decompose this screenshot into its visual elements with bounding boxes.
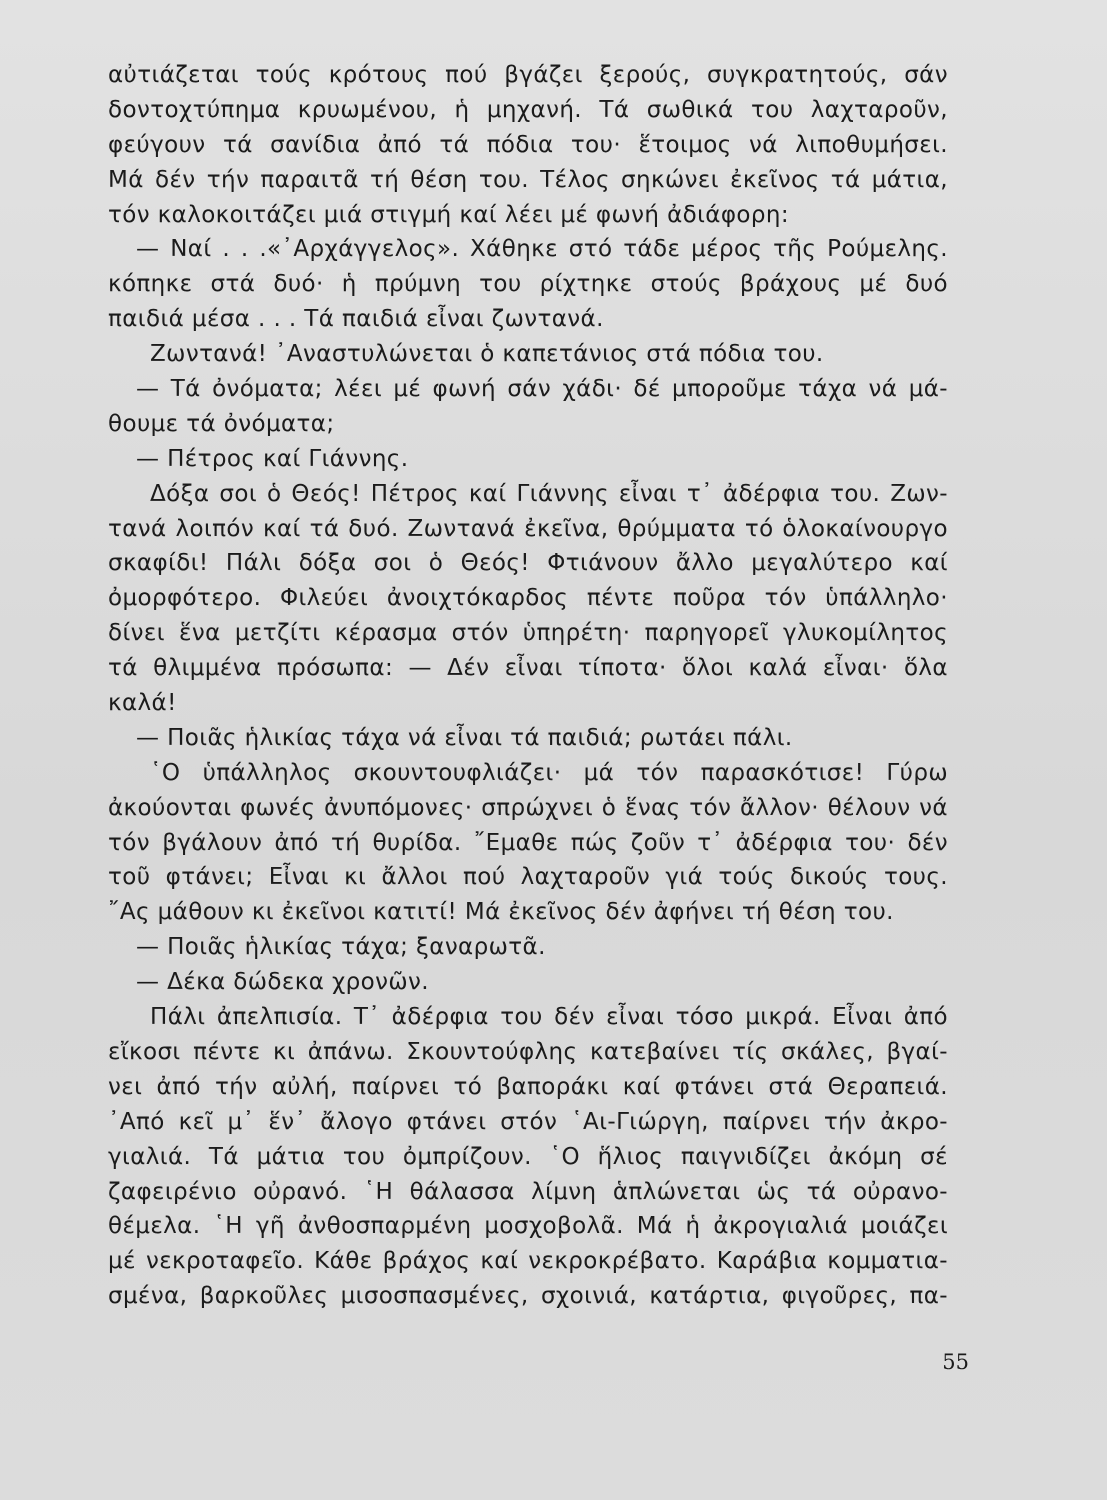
text-line: — Ναί . . .«᾿Αρχάγγελος». Χάθηκε στό τάδε μέρος τῆς Ρούμελης. [136, 236, 948, 263]
text-line: Πάλι ἀπελπισία. Τ᾿ ἀδέρφια του δέν εἶναι τόσο μικρά. Εἶναι ἀπό [150, 1004, 948, 1031]
text-line: σκαφίδι! Πάλι δόξα σοι ὁ Θεός! Φτιάνουν ἄλλο μεγαλύτερο καί [108, 550, 948, 577]
text-line: ὀμορφότερο. Φιλεύει ἀνοιχτόκαρδος πέντε ποῦρα τόν ὑπάλληλο· [108, 585, 948, 612]
text-line: αὐτιάζεται τούς κρότους πού βγάζει ξερούς, συγκρατητούς, σάν [108, 62, 948, 88]
text-line: κόπηκε στά δυό· ἡ πρύμνη του ρίχτηκε στούς βράχους μέ δυό [108, 271, 948, 298]
text-line: — Δέκα δώδεκα χρονῶν. [136, 969, 429, 996]
text-line: παιδιά μέσα . . . Τά παιδιά εἶναι ζωντανά. [108, 306, 604, 333]
text-line: νει ἀπό τήν αὐλή, παίρνει τό βαποράκι καί φτάνει στά Θεραπειά. [108, 1073, 948, 1100]
text-line: ἀκούονται φωνές ἀνυπόμονες· σπρώχνει ὁ ἕνας τόν ἄλλον· θέλουν νά [108, 794, 948, 821]
text-line: φεύγουν τά σανίδια ἀπό τά πόδια του· ἕτοιμος νά λιποθυμήσει. [108, 131, 948, 158]
page-number: 55 [942, 1350, 969, 1374]
text-line: — Ποιᾶς ἡλικίας τάχα; ξαναρωτᾶ. [136, 934, 546, 961]
text-line: Μά δέν τήν παραιτᾶ τή θέση του. Τέλος σηκώνει ἐκεῖνος τά μάτια, [108, 166, 948, 193]
text-line: — Πέτρος καί Γιάννης. [136, 445, 409, 472]
text-line: Ζωντανά! ᾿Αναστυλώνεται ὁ καπετάνιος στά πόδια του. [150, 341, 824, 368]
text-line: τόν βγάλουν ἀπό τή θυρίδα. ῎Εμαθε πώς ζοῦν τ᾿ ἀδέρφια του· δέν [108, 829, 948, 856]
text-line: — Τά ὀνόματα; λέει μέ φωνή σάν χάδι· δέ μποροῦμε τάχα νά μά- [136, 376, 948, 403]
text-line: θέμελα. ῾Η γῆ ἀνθοσπαρμένη μοσχοβολᾶ. Μά ἡ ἀκρογιαλιά μοιάζει [108, 1213, 948, 1240]
text-line: ῎Ας μάθουν κι ἐκεῖνοι κατιτί! Μά ἐκεῖνος δέν ἀφήνει τή θέση του. [108, 899, 894, 926]
text-line: τανά λοιπόν καί τά δυό. Ζωντανά ἐκεῖνα, θρύμματα τό ὁλοκαίνουργο [108, 515, 948, 542]
text-line: δοντοχτύπημα κρυωμένου, ἡ μηχανή. Τά σωθικά του λαχταροῦν, [108, 96, 948, 123]
text-line: — Ποιᾶς ἡλικίας τάχα νά εἶναι τά παιδιά; ρωτάει πάλι. [136, 724, 793, 751]
text-line: καλά! [108, 690, 177, 717]
text-line: σμένα, βαρκοῦλες μισοσπασμένες, σχοινιά, κατάρτια, φιγοῦρες, πα- [108, 1283, 948, 1310]
text-line: μέ νεκροταφεῖο. Κάθε βράχος καί νεκροκρέβατο. Καράβια κομματια- [108, 1248, 948, 1275]
text-line: ῾Ο ὑπάλληλος σκουντουφλιάζει· μά τόν παρασκότισε! Γύρω [150, 759, 948, 786]
text-line: θουμε τά ὀνόματα; [108, 410, 335, 437]
text-line: ζαφειρένιο οὐρανό. ῾Η θάλασσα λίμνη ἁπλώνεται ὡς τά οὐρανο- [108, 1178, 948, 1205]
text-line: εἴκοσι πέντε κι ἀπάνω. Σκουντούφλης κατεβαίνει τίς σκάλες, βγαί- [108, 1038, 948, 1065]
text-line: τόν καλοκοιτάζει μιά στιγμή καί λέει μέ φωνή ἀδιάφορη: [108, 201, 790, 228]
text-line: τοῦ φτάνει; Εἶναι κι ἄλλοι πού λαχταροῦν γιά τούς δικούς τους. [108, 864, 948, 891]
text-line: γιαλιά. Τά μάτια του ὀμπρίζουν. ῾Ο ἥλιος παιγνιδίζει ἀκόμη σέ [108, 1143, 948, 1170]
text-line: δίνει ἕνα μετζίτι κέρασμα στόν ὑπηρέτη· παρηγορεῖ γλυκομίλητος [108, 620, 948, 647]
text-line: Δόξα σοι ὁ Θεός! Πέτρος καί Γιάννης εἶναι τ᾿ ἀδέρφια του. Ζων- [150, 480, 948, 507]
text-line: τά θλιμμένα πρόσωπα: — Δέν εἶναι τίποτα· ὅλοι καλά εἶναι· ὅλα [108, 655, 948, 682]
text-line: ᾿Από κεῖ μ᾿ ἕν᾿ ἄλογο φτάνει στόν ῾Αι-Γιώργη, παίρνει τήν ἀκρο- [108, 1108, 948, 1135]
body-text [108, 58, 948, 1314]
